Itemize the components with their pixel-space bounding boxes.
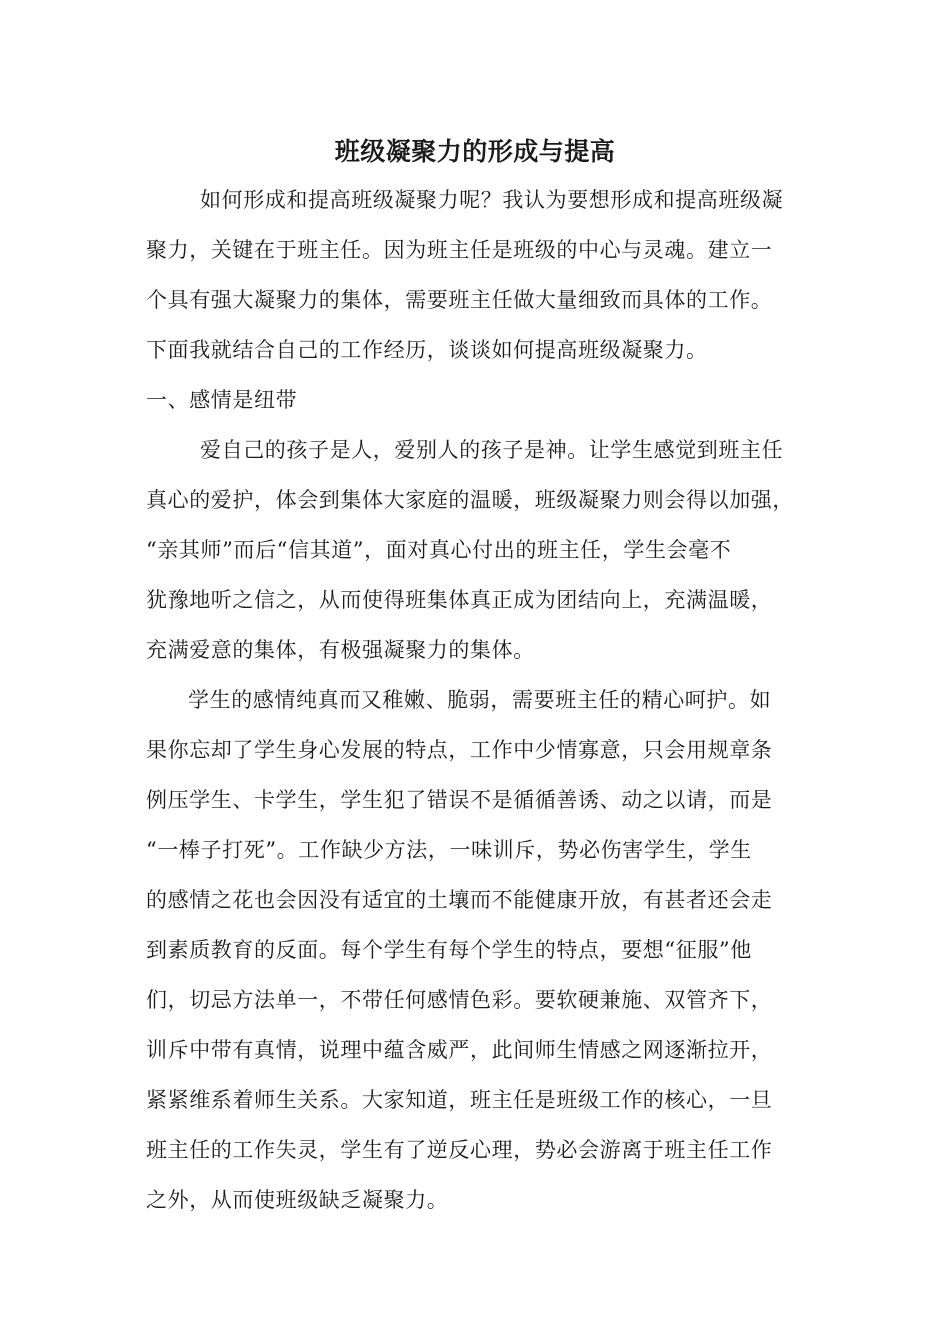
text-line: 们，切忌方法单一，不带任何感情色彩。要软硬兼施、双管齐下， [146,988,773,1012]
section-heading: 一、感情是纽带 [146,388,298,412]
text-line: 充满爱意的集体，有极强凝聚力的集体。 [146,638,535,662]
text-line: “亲其师”而后“信其道”，面对真心付出的班主任，学生会毫不 [146,538,732,562]
document-title: 班级凝聚力的形成与提高 [334,137,616,166]
text-line: 班主任的工作失灵，学生有了逆反心理，势必会游离于班主任工作 [146,1138,773,1162]
text-line: 个具有强大凝聚力的集体，需要班主任做大量细致而具体的工作。 [146,288,773,312]
text-line: 犹豫地听之信之，从而使得班集体真正成为团结向上，充满温暖， [146,588,773,612]
text-line: 真心的爱护，体会到集体大家庭的温暖，班级凝聚力则会得以加强， [146,488,794,512]
text-line: 下面我就结合自己的工作经历，谈谈如何提高班级凝聚力。 [146,338,708,362]
text-line: 紧紧维系着师生关系。大家知道，班主任是班级工作的核心，一旦 [146,1088,773,1112]
text-line: 例压学生、卡学生，学生犯了错误不是循循善诱、动之以请，而是 [146,788,773,812]
text-line: 的感情之花也会因没有适宜的土壤而不能健康开放，有甚者还会走 [146,888,773,912]
text-line: “一棒子打死”。工作缺少方法，一味训斥，势必伤害学生，学生 [146,838,752,862]
text-line: 学生的感情纯真而又稚嫩、脆弱，需要班主任的精心呵护。如 [188,688,772,712]
text-line: 聚力，关键在于班主任。因为班主任是班级的中心与灵魂。建立一 [146,238,773,262]
text-line: 训斥中带有真情，说理中蕴含威严，此间师生情感之网逐渐拉开， [146,1038,773,1062]
text-line: 果你忘却了学生身心发展的特点，工作中少情寡意，只会用规章条 [146,738,773,762]
text-line: 爱自己的孩子是人，爱别人的孩子是神。让学生感觉到班主任 [200,438,784,462]
text-line: 到素质教育的反面。每个学生有每个学生的特点，要想“征服”他 [146,938,752,962]
text-line: 之外，从而使班级缺乏凝聚力。 [146,1188,449,1212]
text-line: 如何形成和提高班级凝聚力呢？我认为要想形成和提高班级凝 [200,188,784,212]
